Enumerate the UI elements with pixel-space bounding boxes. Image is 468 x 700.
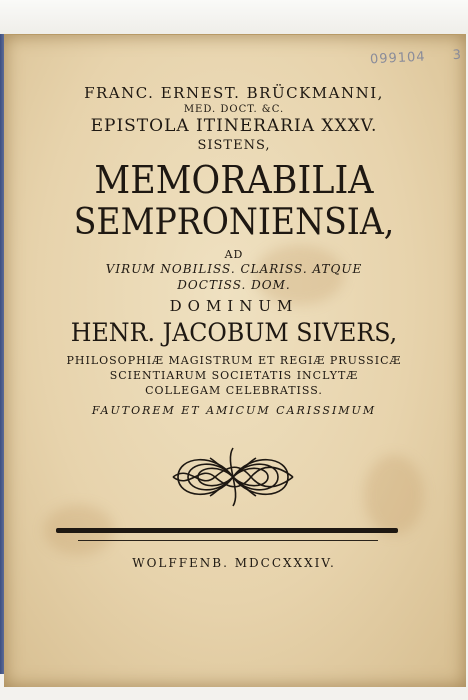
philosophiae-line: PHILOSOPHIÆ MAGISTRUM ET REGIÆ PRUSSICÆ bbox=[66, 354, 402, 367]
pencil-note: 099104 bbox=[369, 49, 427, 68]
author-line: FRANC. ERNEST. BRÜCKMANNI, bbox=[84, 84, 384, 102]
title-line-1: MEMORABILIA bbox=[94, 158, 374, 202]
scan-background bbox=[0, 0, 468, 34]
title-line-2: SEMPRONIENSIA, bbox=[73, 202, 395, 243]
fautorem-line: FAUTOREM ET AMICUM CARISSIMUM bbox=[91, 404, 377, 417]
foxing-stain bbox=[364, 455, 424, 535]
sistens-line: SISTENS, bbox=[197, 138, 271, 153]
scientiarum-line: SCIENTIARUM SOCIETATIS INCLYTÆ bbox=[109, 369, 359, 382]
recipient-name: HENR. JACOBUM SIVERS, bbox=[70, 318, 398, 347]
divider-rule-thick bbox=[56, 528, 398, 533]
virum-line: VIRUM NOBILISS. CLARISS. ATQUE bbox=[105, 262, 363, 276]
pencil-mark: 3 bbox=[452, 47, 463, 64]
epistola-line: EPISTOLA ITINERARIA XXXV. bbox=[90, 116, 378, 136]
degree-line: MED. DOCT. &C. bbox=[183, 104, 285, 115]
doctiss-line: DOCTISS. DOM. bbox=[177, 278, 291, 292]
collegam-line: COLLEGAM CELEBRATISS. bbox=[145, 384, 323, 397]
calligraphic-ornament bbox=[170, 444, 296, 510]
ad-line: AD bbox=[224, 248, 244, 261]
dominum-line: DOMINUM bbox=[169, 297, 299, 315]
divider-rule-thin bbox=[78, 540, 378, 541]
imprint-line: WOLFFENB. MDCCXXXIV. bbox=[132, 556, 336, 570]
